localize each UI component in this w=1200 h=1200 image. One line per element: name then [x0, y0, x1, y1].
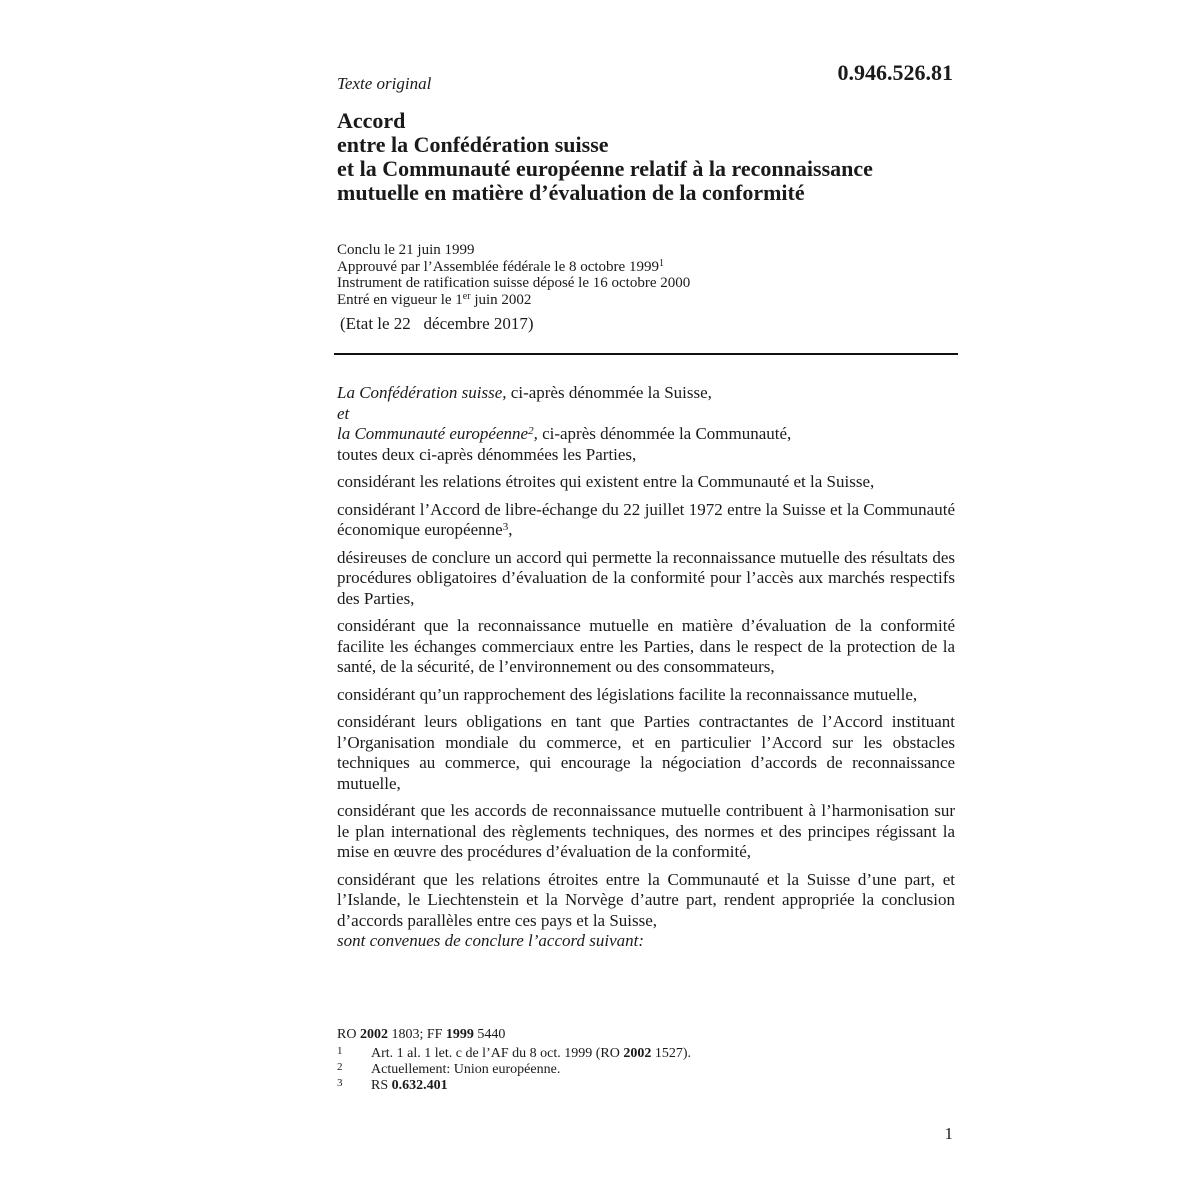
title-line: et la Communauté européenne relatif à la reconnaissance [337, 156, 873, 181]
footnote-item [337, 1062, 957, 1078]
recital: désireuses de conclure un accord qui permette la reconnaissance mutuelle des résultats des procédures obligatoires d’évaluation de la conformité pour l’accès aux marchés respectifs des Parties, [337, 547, 955, 608]
footnote-text: RS [371, 1078, 392, 1093]
and-conjunction: et [337, 403, 350, 423]
title-line: mutuelle en matière d’évaluation de la conformité [337, 180, 805, 205]
title-line: Accord [337, 108, 406, 133]
footnote-bold: 2002 [623, 1046, 652, 1061]
ratification-date: Instrument de ratification suisse déposé le 16 octobre 2000 [337, 275, 691, 291]
footnote-item [337, 1078, 957, 1094]
recital-text: considérant l’Accord de libre-échange du 22 juillet 1972 entre la Suisse et la Communauté économique européenne [337, 499, 955, 539]
party-name: la Communauté européenne [337, 424, 529, 443]
original-text-label: Texte original [337, 74, 432, 93]
parties-definition: toutes deux ci-après dénommées les Parties, [337, 444, 637, 464]
footnote-number: 3 [337, 1077, 343, 1089]
party-community [337, 424, 955, 445]
footnote-number: 1 [337, 1045, 343, 1057]
ref-text: 1803; FF [387, 1027, 446, 1042]
footnote-number: 2 [337, 1061, 343, 1073]
ref-year: 2002 [359, 1027, 388, 1042]
closing-formula: sont convenues de conclure l’accord suivant: [337, 931, 645, 950]
approval-text: Approuvé par l’Assemblée fédérale le 8 octobre 1999 [337, 258, 659, 275]
footnote-text: Actuellement: Union européenne. [371, 1062, 561, 1077]
recital [337, 500, 955, 541]
entry-text: Entré en vigueur le 1 [337, 291, 463, 308]
recital: considérant qu’un rapprochement des législations facilite la reconnaissance mutuelle, [337, 684, 918, 704]
footnote-item [337, 1046, 957, 1062]
footnote-link[interactable]: 0.632.401 [391, 1078, 448, 1093]
sr-number: 0.946.526.81 [837, 60, 953, 85]
entry-text-end: juin 2002 [470, 291, 532, 308]
page-number: 1 [944, 1124, 953, 1143]
recital: considérant que les relations étroites entre la Communauté et la Suisse d’une part, et l’Islande, le Liechtenstein et la Norvège d’autre part, rendent appropriée la conclusion d’accords parallèles entre ces pays et la Suisse, [337, 869, 955, 930]
comma: , [533, 424, 538, 443]
party-switzerland [337, 383, 955, 404]
footnote-ref[interactable]: 1 [658, 257, 664, 269]
footnote-ref[interactable]: 2 [528, 425, 534, 437]
recital: considérant les relations étroites qui existent entre la Communauté et la Suisse, [337, 472, 875, 491]
party-desc: ci-après dénommée la Suisse, [506, 383, 712, 402]
footnotes [337, 1027, 957, 1094]
approval-date [337, 259, 957, 276]
recital: considérant leurs obligations en tant que Parties contractantes de l’Accord instituant l’Organisation mondiale du commerce, et en particulier l’Accord sur les obstacles techniques au commerce, qui encourage la négociation d’accords de reconnaissance mutuelle, [337, 712, 955, 793]
ref-text: RO [337, 1027, 360, 1042]
preamble [337, 383, 955, 959]
header-divider [334, 353, 958, 355]
agreement-title [337, 109, 977, 205]
ref-text: 5440 [473, 1027, 506, 1042]
entry-into-force [337, 292, 957, 309]
ref-year: 1999 [445, 1027, 474, 1042]
concluded-date: Conclu le 21 juin 1999 [337, 242, 475, 258]
recital: considérant que les accords de reconnaissance mutuelle contribuent à l’harmonisation sur le plan international des règlements techniques, des normes et des principes régissant la mise en œuvre des procédures d’évaluation de la conformité, [337, 801, 955, 861]
party-desc: ci-après dénommée la Communauté, [537, 424, 792, 443]
agreement-metadata [337, 242, 957, 308]
footnote-text-end: 1527). [651, 1046, 692, 1061]
recital: considérant que la reconnaissance mutuelle en matière d’évaluation de la conformité facilite les échanges commerciaux entre les Parties, dans le respect de la protection de la santé, de la sécurité, de l’environnement ou des consommateurs, [337, 616, 955, 676]
status-date: (Etat le 22 décembre 2017) [340, 314, 534, 333]
footnote-text: Art. 1 al. 1 let. c de l’AF du 8 oct. 1999 (RO [371, 1046, 624, 1061]
footnote-ref[interactable]: 3 [502, 521, 509, 533]
publication-reference [337, 1027, 957, 1043]
recital-text-end: , [508, 520, 513, 539]
title-line: entre la Confédération suisse [337, 132, 609, 157]
party-name: La Confédération suisse, [337, 383, 507, 402]
ordinal-suffix: er [462, 290, 471, 302]
